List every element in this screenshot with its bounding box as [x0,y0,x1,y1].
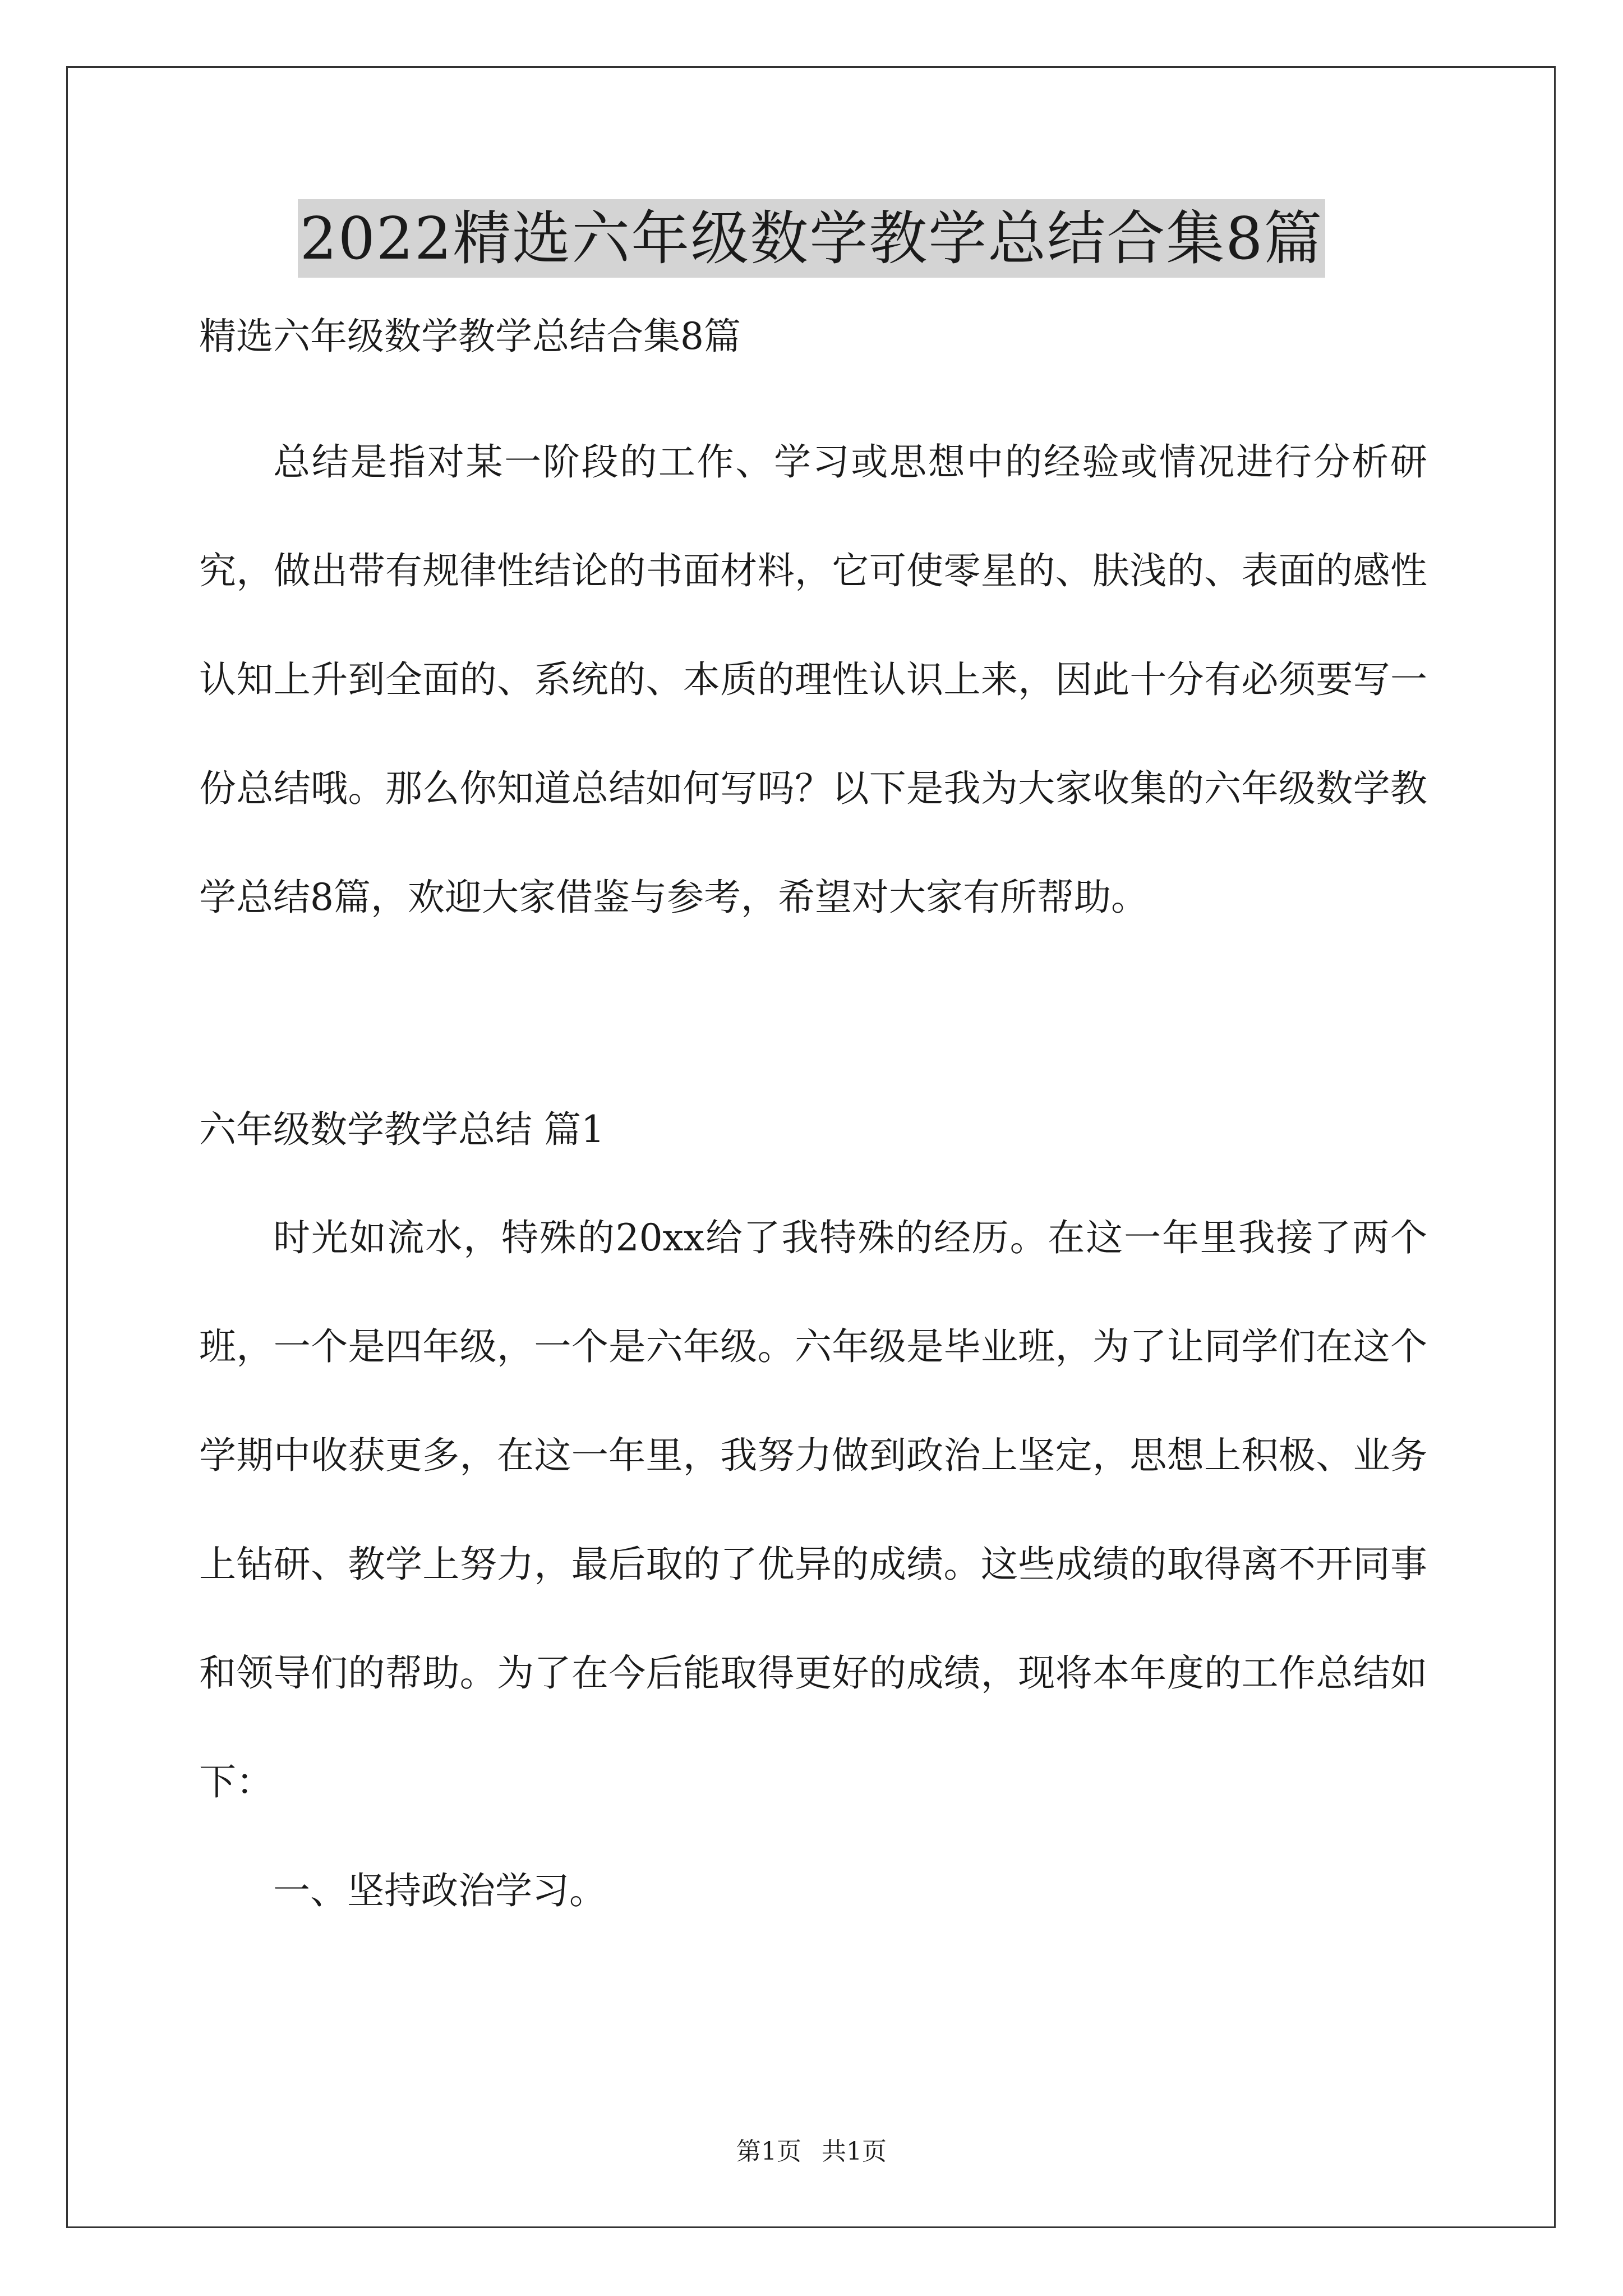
document-subtitle: 精选六年级数学教学总结合集8篇 [199,315,741,358]
page-footer [0,2136,1623,2168]
page-number: 第1页 [736,2137,801,2166]
section-heading-1: 六年级数学教学总结 篇1 [199,1108,605,1151]
section-1-paragraph: 时光如流水，特殊的20xx给了我特殊的经历。在这一年里我接了两个班，一个是四年级，一个是六年级。六年级是毕业班，为了让同学们在这个学期中收获更多，在这一年里，我努力做到政治上坚定，思想上积极、业务上钻研、教学上努力，最后取的了优异的成绩。这些成绩的取得离不开同事和领导们的帮助。为了在今后能取得更好的成绩，现将本年度的工作总结如下： [199,1216,1427,1803]
document-title: 2022精选六年级数学教学总结合集8篇 [298,199,1326,278]
page-total: 共1页 [822,2137,887,2166]
document-body [199,314,1427,1945]
intro-paragraph: 总结是指对某一阶段的工作、学习或思想中的经验或情况进行分析研究，做出带有规律性结论的书面材料，它可使零星的、肤浅的、表面的感性认知上升到全面的、系统的、本质的理性认识上来，因此十分有必须要写一份总结哦。那么你知道总结如何写吗？以下是我为大家收集的六年级数学教学总结8篇，欢迎大家借鉴与参考，希望对大家有所帮助。 [199,440,1427,919]
title-wrapper [0,199,1623,278]
section-1-item-1: 一、坚持政治学习。 [273,1869,606,1912]
